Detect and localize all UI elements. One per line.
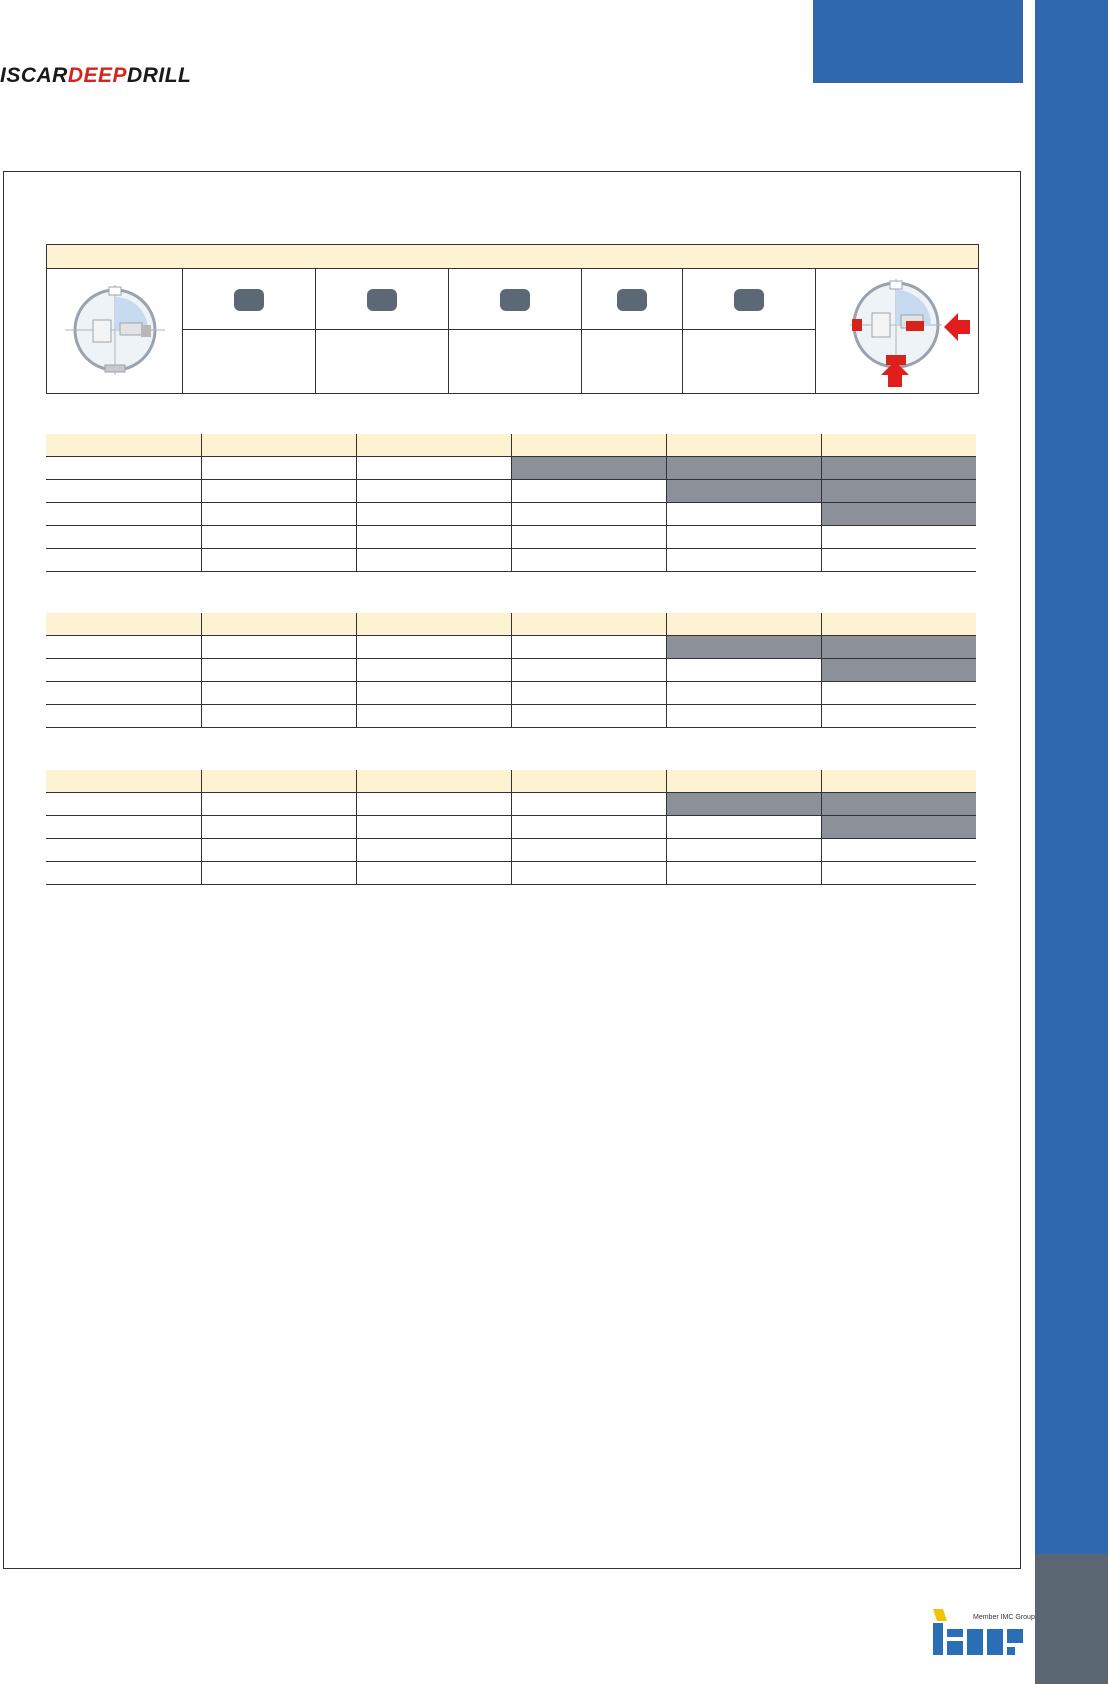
config-divider [316, 329, 448, 330]
config-column-3 [448, 269, 581, 393]
table-row [46, 503, 976, 526]
config-divider [683, 329, 815, 330]
config-badge-4 [617, 289, 647, 311]
config-column-4 [581, 269, 682, 393]
config-left-image-cell [47, 269, 182, 393]
config-column-1 [182, 269, 315, 393]
drill-head-diagram-icon [65, 285, 165, 375]
config-badge-3 [500, 289, 530, 311]
config-right-image-cell [815, 269, 978, 393]
config-badge-2 [367, 289, 397, 311]
table-row [46, 862, 976, 885]
config-divider [582, 329, 682, 330]
table-row [46, 636, 976, 659]
table-header-row [46, 613, 976, 636]
iscar-company-logo-icon [933, 1607, 1035, 1659]
logo-part-drill: DRILL [127, 64, 192, 87]
data-table-3 [46, 770, 976, 885]
table-row [46, 839, 976, 862]
table-row [46, 526, 976, 549]
config-divider [449, 329, 581, 330]
table-row [46, 816, 976, 839]
table-row [46, 659, 976, 682]
table-row [46, 705, 976, 728]
table-row [46, 793, 976, 816]
data-table-2 [46, 613, 976, 728]
table-row [46, 549, 976, 572]
drill-configuration-box [46, 244, 979, 394]
table-row [46, 480, 976, 503]
table-row [46, 457, 976, 480]
data-table-1 [46, 434, 976, 572]
table-row [46, 682, 976, 705]
config-column-2 [315, 269, 448, 393]
side-band-footer [1035, 1554, 1108, 1684]
table-header-row [46, 770, 976, 793]
side-color-band [1035, 0, 1108, 1554]
logo-part-deep: DEEP [67, 64, 128, 87]
iscar-deep-drill-logo [0, 64, 191, 88]
header-section-tab [813, 0, 1023, 83]
config-badge-1 [234, 289, 264, 311]
logo-part-iscar: ISCAR [0, 64, 68, 87]
drill-support-pads-diagram-icon [846, 275, 971, 387]
config-divider [183, 329, 315, 330]
logo-member-text: Member IMC Group [973, 1614, 1035, 1621]
table-header-row [46, 434, 976, 457]
config-header-bar [47, 245, 978, 269]
config-column-5 [682, 269, 815, 393]
config-badge-5 [734, 289, 764, 311]
